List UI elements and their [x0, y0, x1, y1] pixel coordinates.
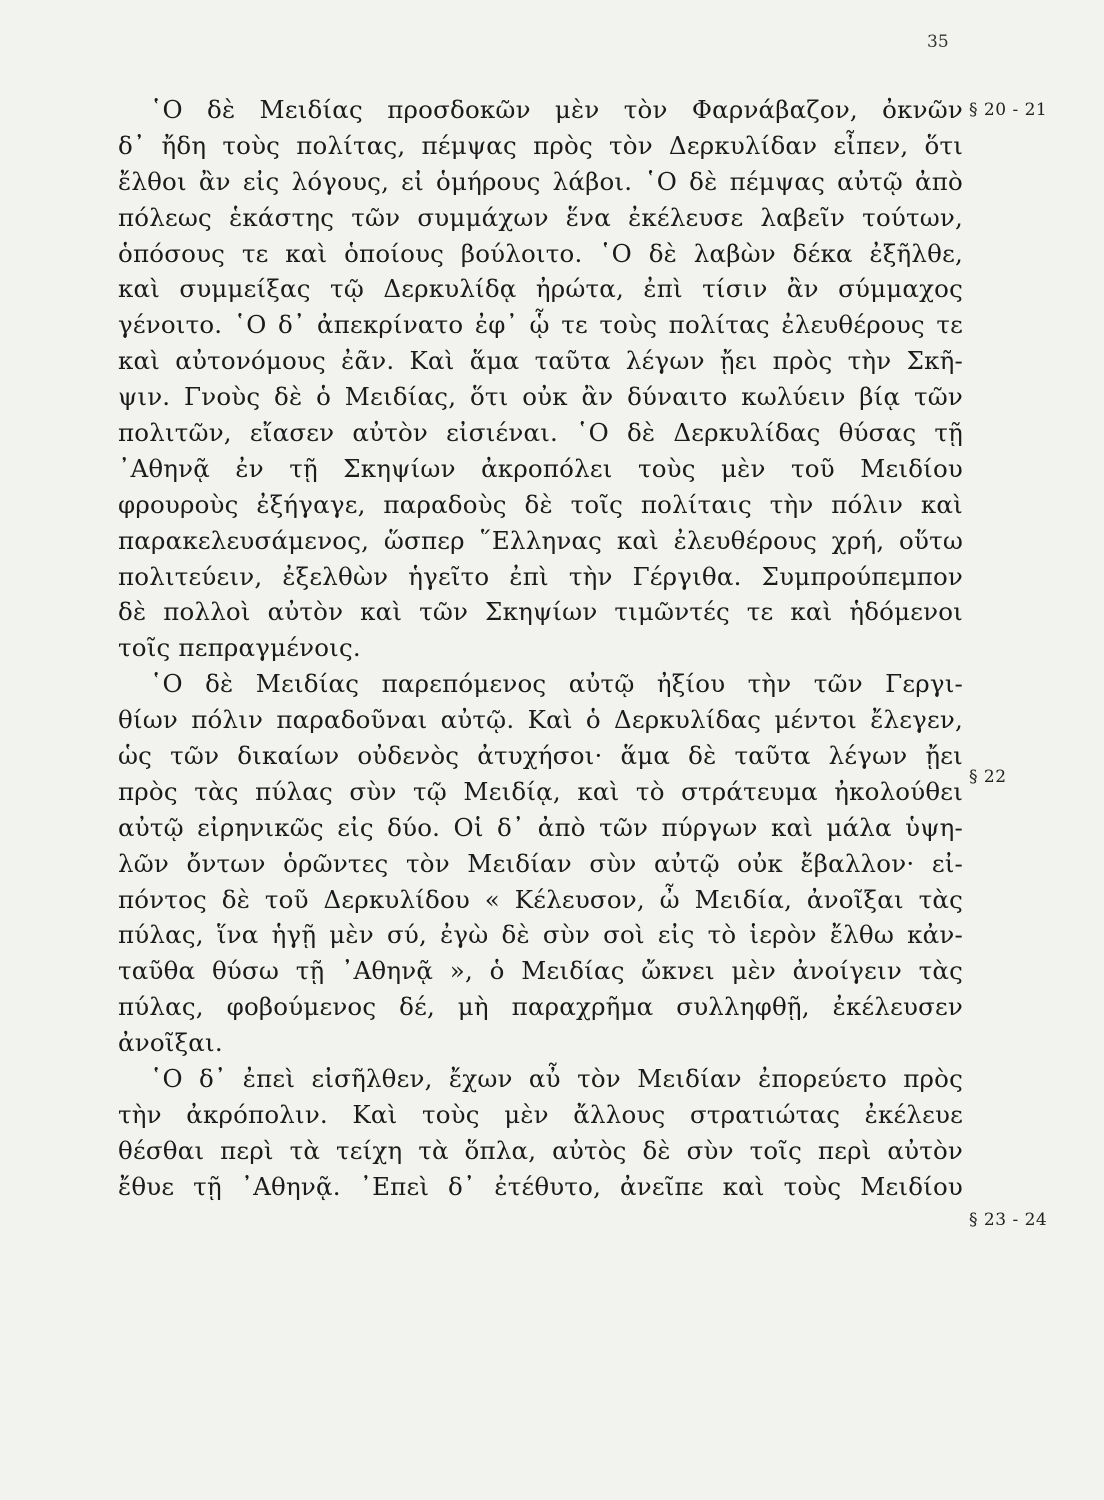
text-line: πολιτεύειν, ἐξελθὼν ἡγεῖτο ἐπὶ τὴν Γέργιθα. Συμπρούπεμπον	[118, 561, 963, 591]
text-line: τοῖς πεπραγμένοις.	[118, 633, 361, 663]
text-line: τὴν ἀκρόπολιν. Καὶ τοὺς μὲν ἄλλους στρατιώτας ἐκέλευε	[118, 1099, 963, 1129]
text-line: θέσθαι περὶ τὰ τείχη τὰ ὅπλα, αὐτὸς δὲ σὺν τοῖς περὶ αὐτὸν	[118, 1135, 963, 1165]
margin-note-section-22: § 22	[969, 767, 1007, 787]
page-number: 35	[927, 32, 949, 52]
text-line: ὁπόσους τε καὶ ὁποίους βούλοιτο. ῾Ο δὲ λαβὼν δέκα ἐξῆλθε,	[118, 238, 963, 268]
text-line: ταῦθα θύσω τῇ ᾿Αθηνᾷ », ὁ Μειδίας ὤκνει μὲν ἀνοίγειν τὰς	[118, 956, 963, 986]
text-line: ὡς τῶν δικαίων οὐδενὸς ἀτυχήσοι· ἅμα δὲ ταῦτα λέγων ᾔει	[118, 741, 963, 771]
text-line: δὲ πολλοὶ αὐτὸν καὶ τῶν Σκηψίων τιμῶντές τε καὶ ἡδόμενοι	[118, 597, 963, 627]
text-line: ῾Ο δὲ Μειδίας προσδοκῶν μὲν τὸν Φαρνάβαζον, ὀκνῶν	[150, 95, 963, 124]
text-line: ἔθυε τῇ ᾿Αθηνᾷ. ᾿Επεὶ δ᾿ ἐτέθυτο, ἀνεῖπε καὶ τοὺς Μειδίου	[118, 1171, 963, 1201]
text-line: πόντος δὲ τοῦ Δερκυλίδου « Κέλευσον, ὦ Μειδία, ἀνοῖξαι τὰς	[118, 884, 963, 914]
text-line: ᾿Αθηνᾷ ἐν τῇ Σκηψίων ἀκροπόλει τοὺς μὲν τοῦ Μειδίου	[118, 453, 963, 483]
text-line: λῶν ὄντων ὁρῶντες τὸν Μειδίαν σὺν αὐτῷ οὐκ ἔβαλλον· εἰ-	[118, 848, 963, 878]
text-line: ῾Ο δ᾿ ἐπεὶ εἰσῆλθεν, ἔχων αὖ τὸν Μειδίαν ἐπορεύετο πρὸς	[150, 1064, 963, 1094]
text-line: πύλας, ἵνα ἡγῇ μὲν σύ, ἐγὼ δὲ σὺν σοὶ εἰς τὸ ἱερὸν ἔλθω κἀν-	[118, 920, 963, 950]
text-line: καὶ συμμείξας τῷ Δερκυλίδᾳ ἠρώτα, ἐπὶ τίσιν ἂν σύμμαχος	[118, 274, 963, 304]
text-line: ἔλθοι ἂν εἰς λόγους, εἰ ὁμήρους λάβοι. ῾Ο δὲ πέμψας αὐτῷ ἀπὸ	[118, 166, 963, 196]
margin-note-section-20-21: § 20 - 21	[969, 100, 1048, 120]
text-line: δ᾿ ἤδη τοὺς πολίτας, πέμψας πρὸς τὸν Δερκυλίδαν εἶπεν, ὅτι	[118, 130, 963, 160]
text-line: πολιτῶν, εἴασεν αὐτὸν εἰσιέναι. ῾Ο δὲ Δερκυλίδας θύσας τῇ	[118, 418, 963, 448]
text-line: καὶ αὐτονόμους ἐᾶν. Καὶ ἅμα ταῦτα λέγων ᾔει πρὸς τὴν Σκῆ-	[118, 346, 963, 376]
text-line: ῾Ο δὲ Μειδίας παρεπόμενος αὐτῷ ἠξίου τὴν τῶν Γεργι-	[150, 669, 963, 699]
text-line: πύλας, φοβούμενος δέ, μὴ παραχρῆμα συλληφθῇ, ἐκέλευσεν	[118, 992, 963, 1022]
text-line: φρουροὺς ἐξήγαγε, παραδοὺς δὲ τοῖς πολίταις τὴν πόλιν καὶ	[118, 489, 963, 519]
text-line: θίων πόλιν παραδοῦναι αὐτῷ. Καὶ ὁ Δερκυλίδας μέντοι ἔλεγεν,	[118, 705, 963, 735]
margin-note-section-23-24: § 23 - 24	[969, 1210, 1048, 1230]
text-line: ἀνοῖξαι.	[118, 1028, 223, 1058]
text-line: πρὸς τὰς πύλας σὺν τῷ Μειδίᾳ, καὶ τὸ στράτευμα ἠκολούθει	[118, 776, 963, 806]
body-text	[118, 92, 963, 1205]
text-line: πόλεως ἑκάστης τῶν συμμάχων ἕνα ἐκέλευσε λαβεῖν τούτων,	[118, 202, 963, 232]
text-line: γένοιτο. ῾Ο δ᾿ ἀπεκρίνατο ἐφ᾿ ᾧ τε τοὺς πολίτας ἐλευθέρους τε	[118, 310, 963, 340]
text-line: ψιν. Γνοὺς δὲ ὁ Μειδίας, ὅτι οὐκ ἂν δύναιτο κωλύειν βίᾳ τῶν	[118, 382, 963, 412]
text-line: παρακελευσάμενος, ὥσπερ ῞Ελληνας καὶ ἐλευθέρους χρή, οὕτω	[118, 525, 963, 555]
text-line: αὐτῷ εἰρηνικῶς εἰς δύο. Οἱ δ᾿ ἀπὸ τῶν πύργων καὶ μάλα ὑψη-	[118, 812, 963, 842]
